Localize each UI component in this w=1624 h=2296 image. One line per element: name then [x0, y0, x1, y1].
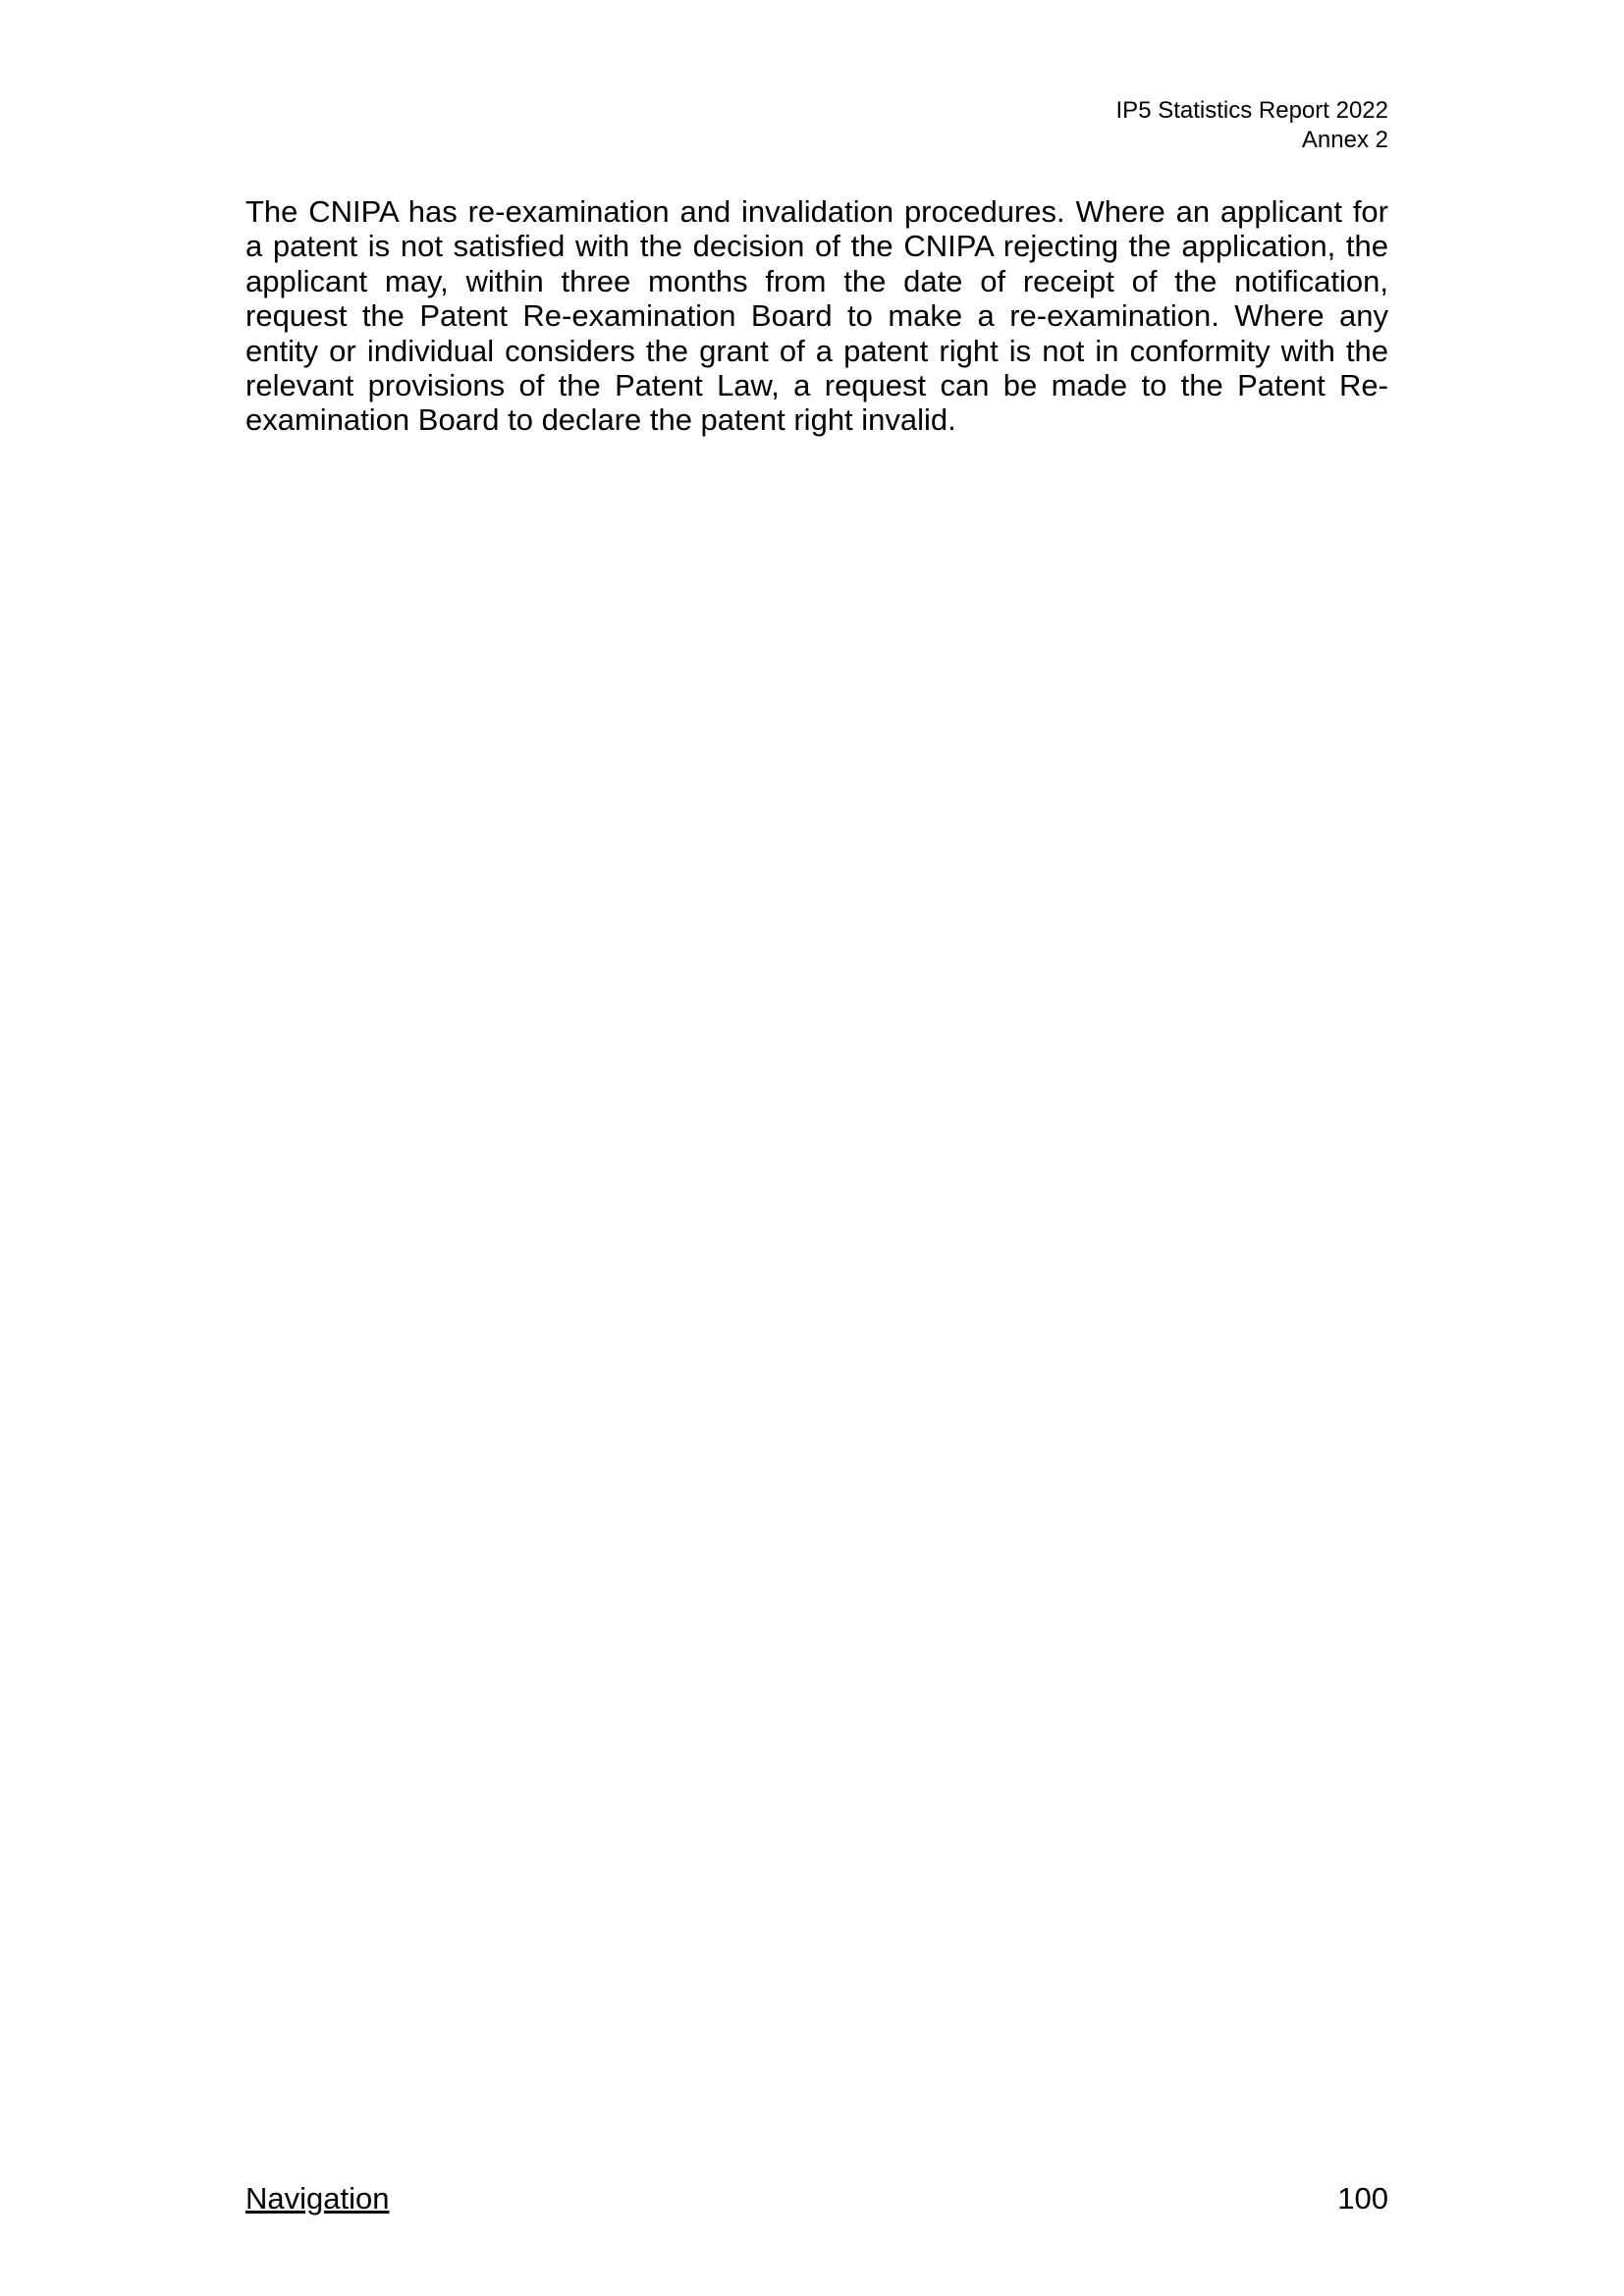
navigation-link[interactable]: Navigation — [245, 2181, 390, 2216]
report-title: IP5 Statistics Report 2022 — [1115, 97, 1388, 124]
page-number: 100 — [1337, 2181, 1388, 2216]
body-paragraph: The CNIPA has re-examination and invalidation procedures. Where an applicant for a patent is not satisfied with the decision of the CNIPA rejecting the application, the applicant may, within three months from the date of receipt of the notification, request the Patent Re-examination Board to make a re-examination. Where any entity or individual considers the grant of a patent right is not in conformity with the relevant provisions of the Patent Law, a request can be made to the Patent Re-examination Board to declare the patent right invalid. — [245, 194, 1388, 438]
page-header — [1116, 96, 1388, 155]
annex-label: Annex 2 — [1301, 127, 1388, 153]
